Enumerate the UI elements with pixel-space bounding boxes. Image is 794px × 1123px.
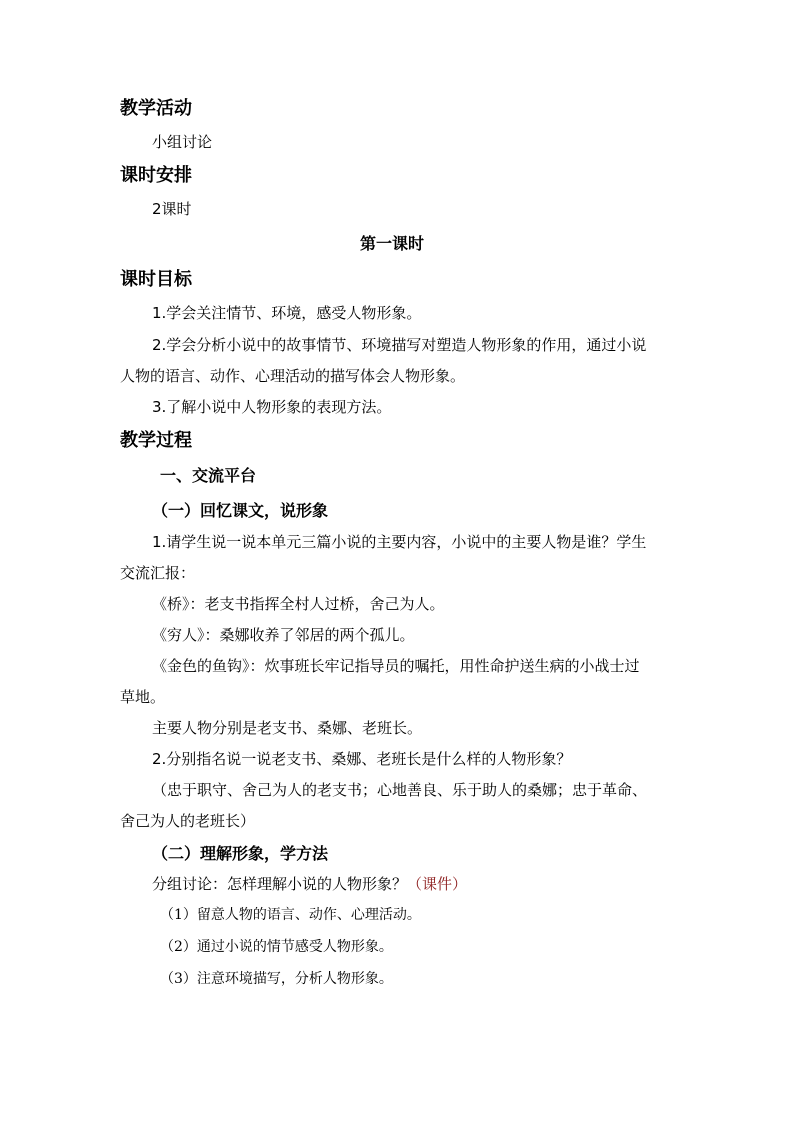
answer-line-continuation: 舍己为人的老班长） (120, 812, 256, 830)
story-summary: 《金色的鱼钩》：炊事班长牢记指导员的嘱托，用性命护送生病的小战士过 (152, 657, 640, 675)
paragraph-line: 1.请学生说一说本单元三篇小说的主要内容，小说中的主要人物是谁？学生 (152, 533, 647, 551)
question-line: 2.分别指名说一说老支书、桑娜、老班长是什么样的人物形象？ (152, 750, 572, 768)
schedule-text: 2课时 (152, 200, 192, 218)
discussion-text: 分组讨论：怎样理解小说的人物形象？ (152, 875, 408, 893)
goal-item: 1.学会关注情节、环境，感受人物形象。 (152, 304, 422, 322)
method-item: （3）注意环境描写，分析人物形象。 (160, 971, 393, 987)
schedule-heading: 课时安排 (120, 165, 192, 186)
subsection-heading: （二）理解形象，学方法 (152, 844, 329, 863)
goal-item: 3.了解小说中人物形象的表现方法。 (152, 398, 392, 416)
goals-heading: 课时目标 (120, 269, 192, 290)
lesson-title: 第一课时 (360, 234, 425, 253)
story-summary-continuation: 草地。 (120, 688, 166, 706)
goal-item: 2.学会分析小说中的故事情节、环境描写对塑造人物形象的作用，通过小说 (152, 336, 647, 354)
discussion-line (152, 877, 467, 892)
story-summary: 《桥》：老支书指挥全村人过桥，舍己为人。 (152, 595, 445, 613)
courseware-tag: （课件） (407, 875, 468, 893)
subsection-heading: （一）回忆课文，说形象 (152, 501, 329, 520)
method-item: （2）通过小说的情节感受人物形象。 (160, 939, 393, 955)
section-heading: 一、交流平台 (160, 466, 257, 485)
process-heading: 教学过程 (120, 430, 192, 451)
answer-line: （忠于职守、舍己为人的老支书；心地善良、乐于助人的桑娜；忠于革命、 (152, 781, 648, 799)
method-item: （1）留意人物的语言、动作、心理活动。 (160, 907, 421, 923)
paragraph-line: 交流汇报： (120, 564, 196, 582)
story-summary: 《穷人》：桑娜收养了邻居的两个孤儿。 (152, 626, 415, 644)
activity-text: 小组讨论 (152, 133, 213, 151)
goal-item-continuation: 人物的语言、动作、心理活动的描写体会人物形象。 (120, 367, 466, 385)
main-characters: 主要人物分别是老支书、桑娜、老班长。 (152, 719, 423, 737)
activity-heading: 教学活动 (120, 98, 192, 119)
